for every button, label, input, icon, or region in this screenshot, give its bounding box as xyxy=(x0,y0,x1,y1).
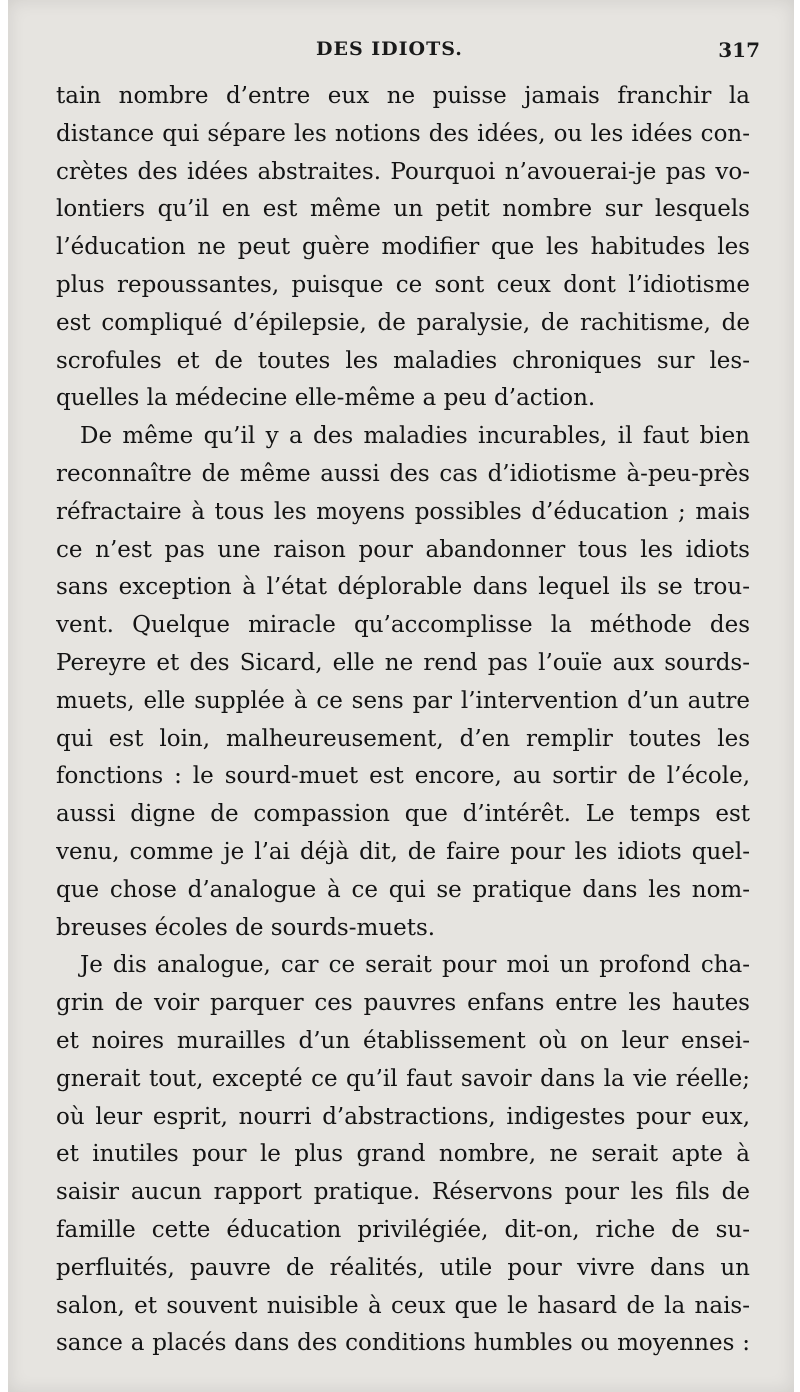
text-line: perfluités, pauvre de réalités, utile pour vivre dans un xyxy=(56,1254,750,1281)
text-line: où leur esprit, nourri d’abstractions, indigestes pour eux, xyxy=(56,1103,750,1130)
body-text xyxy=(56,78,750,1363)
page-number: 317 xyxy=(718,38,760,62)
text-line: reconnaître de même aussi des cas d’idiotisme à-peu-près xyxy=(56,460,750,487)
text-line: plus repoussantes, puisque ce sont ceux dont l’idiotisme xyxy=(56,271,750,298)
running-head-title: DES IDIOTS. xyxy=(316,38,463,60)
text-line: quelles la médecine elle-même a peu d’action. xyxy=(56,385,596,412)
text-line: sans exception à l’état déplorable dans lequel ils se trou- xyxy=(56,574,750,601)
text-line: muets, elle supplée à ce sens par l’intervention d’un autre xyxy=(56,687,750,714)
text-line: venu, comme je l’ai déjà dit, de faire pour les idiots quel- xyxy=(56,838,750,865)
text-line: ce n’est pas une raison pour abandonner tous les idiots xyxy=(56,536,750,563)
paragraph-first-line: De même qu’il y a des maladies incurables, il faut bien xyxy=(80,423,750,450)
text-line: lontiers qu’il en est même un petit nombre sur lesquels xyxy=(56,196,750,223)
text-line: que chose d’analogue à ce qui se pratique dans les nom- xyxy=(56,876,750,903)
running-head xyxy=(8,32,794,72)
text-line: gnerait tout, excepté ce qu’il faut savoir dans la vie réelle; xyxy=(56,1065,750,1092)
text-line: famille cette éducation privilégiée, dit-on, riche de su- xyxy=(56,1216,750,1243)
text-line: qui est loin, malheureusement, d’en remplir toutes les xyxy=(56,725,750,752)
text-line: vent. Quelque miracle qu’accomplisse la méthode des xyxy=(56,612,750,639)
text-line: réfractaire à tous les moyens possibles d’éducation ; mais xyxy=(56,498,750,525)
text-line: grin de voir parquer ces pauvres enfans entre les hautes xyxy=(56,990,750,1017)
text-line: crètes des idées abstraites. Pourquoi n’avouerai-je pas vo- xyxy=(56,158,750,185)
text-line: tain nombre d’entre eux ne puisse jamais franchir la xyxy=(56,83,750,109)
text-line: Pereyre et des Sicard, elle ne rend pas l’ouïe aux sourds- xyxy=(56,649,750,676)
text-line: breuses écoles de sourds-muets. xyxy=(56,914,436,941)
text-line: fonctions : le sourd-muet est encore, au sortir de l’école, xyxy=(56,763,750,790)
text-line: saisir aucun rapport pratique. Réservons pour les fils de xyxy=(56,1179,750,1206)
text-line: sance a placés dans des conditions humbles ou moyennes : xyxy=(56,1330,750,1357)
text-line: scrofules et de toutes les maladies chroniques sur les- xyxy=(56,347,750,374)
text-line: distance qui sépare les notions des idées, ou les idées con- xyxy=(56,120,750,147)
book-page xyxy=(8,0,794,1392)
text-line: aussi digne de compassion que d’intérêt. Le temps est xyxy=(56,801,750,828)
text-line: et noires murailles d’un établissement où on leur ensei- xyxy=(56,1027,750,1054)
text-line: et inutiles pour le plus grand nombre, ne serait apte à xyxy=(56,1141,750,1168)
text-line: salon, et souvent nuisible à ceux que le hasard de la nais- xyxy=(56,1292,750,1319)
text-line: est compliqué d’épilepsie, de paralysie, de rachitisme, de xyxy=(56,309,750,336)
paragraph-first-line: Je dis analogue, car ce serait pour moi un profond cha- xyxy=(80,952,750,979)
text-line: l’éducation ne peut guère modifier que les habitudes les xyxy=(56,234,750,261)
